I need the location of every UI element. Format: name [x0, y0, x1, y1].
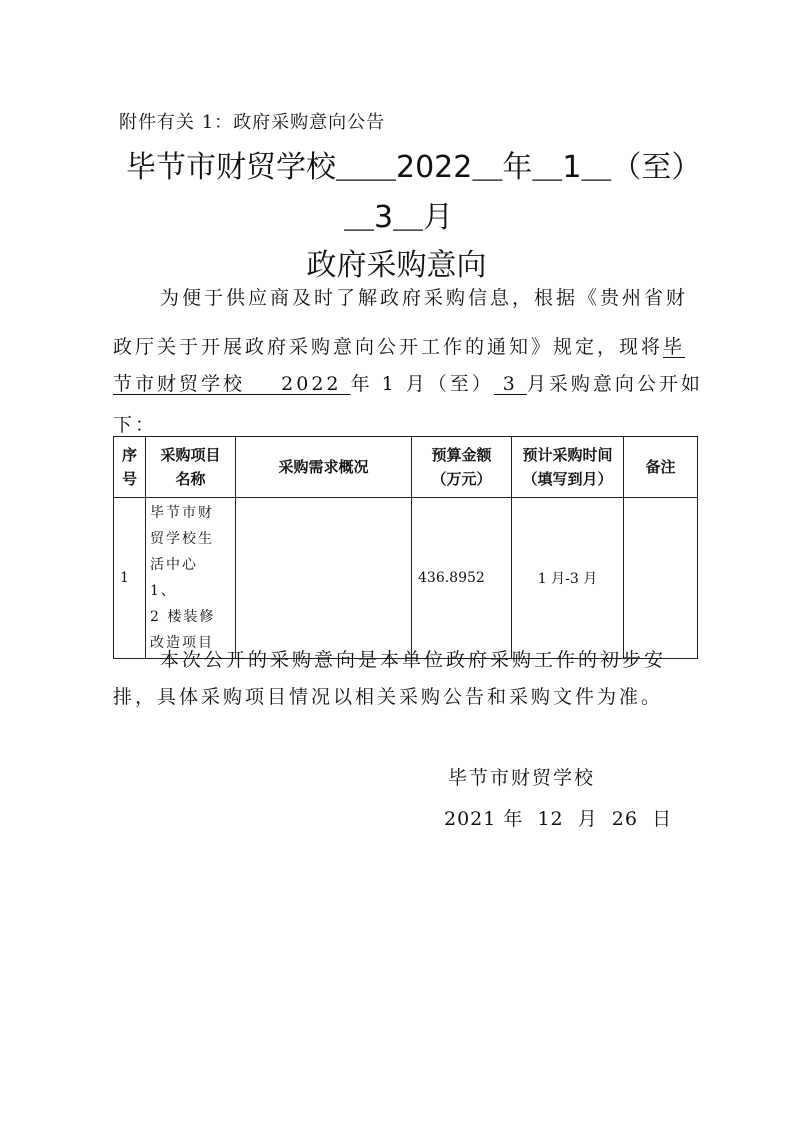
- title-line-2: ＿3＿月: [344, 200, 454, 235]
- table-header-row: [114, 437, 698, 498]
- header-requirement: 采购需求概况: [236, 437, 412, 498]
- header-project-name: 采购项目 名称: [146, 437, 236, 498]
- title-line-1: 毕节市财贸学校＿＿2022＿年＿1＿（至）: [126, 150, 702, 185]
- table-row: [114, 498, 698, 659]
- row-no: 1: [114, 498, 146, 659]
- intro-line-3-tail: 月采购意向公开如: [526, 373, 703, 395]
- attachment-line: 附件有关 1：政府采购意向公告: [119, 112, 386, 133]
- page-title: 政府采购意向: [306, 248, 487, 283]
- intro-month-range: 年 1 月（至）: [350, 373, 494, 395]
- closing-line-1: 本次公开的采购意向是本单位政府采购工作的初步安: [160, 649, 667, 671]
- row-remark: [624, 498, 698, 659]
- issue-date: 2021 年 12 月 26 日: [444, 808, 673, 830]
- header-remark: 备注: [624, 437, 698, 498]
- closing-line-2: 排，具体采购项目情况以相关采购公告和采购文件为准。: [113, 686, 664, 708]
- row-budget: 436.8952: [412, 498, 512, 659]
- row-requirement: [236, 498, 412, 659]
- intro-line-2-text: 政厅关于开展政府采购意向公开工作的通知》规定，现将: [113, 336, 664, 358]
- signature: 毕节市财贸学校: [448, 767, 596, 789]
- header-time: 预计采购时间 （填写到月）: [512, 437, 624, 498]
- intro-school-year: 节市财贸学校 2022: [113, 373, 351, 395]
- row-project-name: 毕节市财 贸学校生 活中心 1、 2 楼装修 改造项目: [146, 498, 236, 659]
- header-no: 序 号: [114, 437, 146, 498]
- procurement-table: [113, 436, 698, 659]
- intro-line-4: 下：: [113, 414, 158, 436]
- row-time: 1 月-3 月: [512, 498, 624, 659]
- intro-line-1: 为便于供应商及时了解政府采购信息，根据《贵州省财: [160, 287, 689, 309]
- intro-line-2: [113, 332, 685, 359]
- intro-line-2-underlined: 毕: [663, 336, 686, 358]
- header-budget: 预算金额 （万元）: [412, 437, 512, 498]
- intro-line-3: [113, 369, 703, 396]
- intro-end-month: 3: [493, 373, 527, 395]
